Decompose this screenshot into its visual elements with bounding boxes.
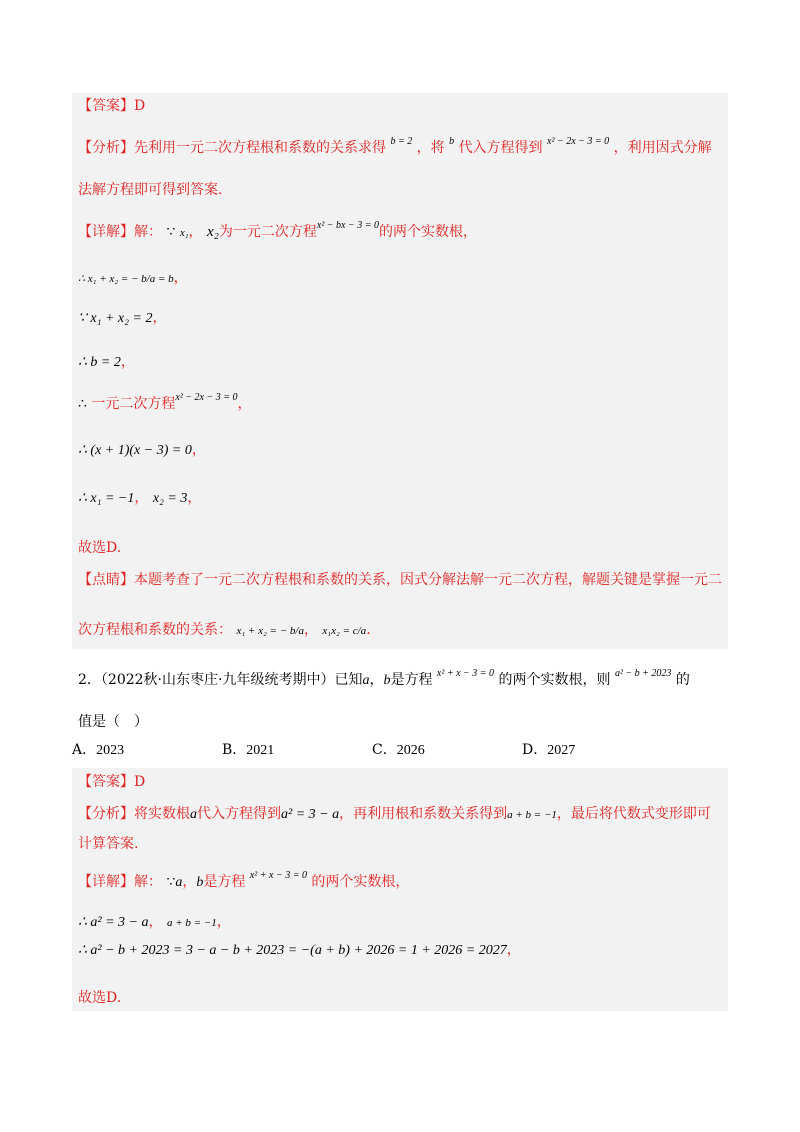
detail-line-1: 【详解】解： ∵ x₁， x₂为一元二次方程$^{x^2 - bx - 3 = 0}$的两个实数根，	[78, 220, 477, 240]
detail-label: 【详解】	[78, 874, 134, 890]
analysis-label: 【分析】	[78, 140, 134, 156]
analysis-line-2: 法解方程即可得到答案.	[78, 182, 223, 198]
formula: x² − bx − 3 = 0	[316, 220, 379, 231]
analysis-line-2: 计算答案.	[78, 836, 139, 852]
option-d[interactable]: D．2027	[522, 742, 576, 758]
step-line: ∴ (x + 1)(x − 3) = 0，	[78, 442, 206, 458]
answer-line-2	[78, 772, 145, 792]
step-line: ∴ x₁ + x₂ = − b/a = b，	[78, 270, 188, 286]
question-number: 2．	[78, 672, 101, 688]
option-b[interactable]: B．2021	[222, 742, 275, 758]
option-a[interactable]: A．2023	[72, 742, 125, 758]
answer-value: D	[134, 774, 146, 790]
formula: x² − 2x − 3 = 0	[547, 136, 610, 147]
step-line: ∴ x₁ = −1， x₂ = 3，	[78, 490, 202, 506]
detail-label: 【详解】	[78, 224, 134, 240]
comment-line-2: 次方程根和系数的关系： x₁ + x₂ = − b/a， x₁x₂ = c/a.	[78, 622, 371, 638]
detail-line-1: 【详解】解： ∵a，b是方程 $^{x^2 + x - 3 = 0}$ 的两个实数根，	[78, 870, 410, 890]
choose-line: 故选D.	[78, 540, 122, 556]
comment-line-1: 【点睛】本题考查了一元二次方程根和系数的关系，因式分解法解一元二次方程，解题关键是掌握一元二	[78, 572, 722, 588]
question-2-line-2: 值是（ ）	[78, 714, 148, 730]
formula: b = 2	[390, 136, 413, 147]
formula: b	[449, 136, 455, 147]
analysis-line-1: 【分析】将实数根a代入方程得到a² = 3 − a，再利用根和系数关系得到a + b = −1，最后将代数式变形即可	[78, 806, 711, 822]
question-2-line-1: 2．（2022秋·山东枣庄·九年级统考期中）已知a，b是方程 $^{x^2 + x - 3 = 0}$ 的两个实数根，则 $^{a^2 - b + 2023}$ 的	[78, 668, 690, 688]
step-line: ∴ b = 2，	[78, 354, 135, 370]
answer-line-1	[78, 96, 145, 116]
answer-value: D	[134, 98, 146, 114]
solution-block-1	[72, 93, 728, 649]
analysis-line-1: 【分析】先利用一元二次方程根和系数的关系求得 $^{b = 2}$ ，将 $^b$ 代入方程得到 $^{x^2 - 2x - 3 = 0}$ ，利用因式分解	[78, 136, 712, 156]
option-c[interactable]: C．2026	[372, 742, 425, 758]
answer-label: 【答案】	[78, 774, 134, 790]
question-source: （2022秋·山东枣庄·九年级统考期中）	[100, 672, 335, 688]
step-line: ∵ x₁ + x₂ = 2，	[78, 310, 167, 326]
step-line: ∴ a² − b + 2023 = 3 − a − b + 2023 = −(a + b) + 2026 = 1 + 2026 = 2027，	[78, 942, 521, 958]
comment-label: 【点睛】	[78, 572, 134, 588]
step-line: ∴ a² = 3 − a， a + b = −1，	[78, 914, 231, 930]
analysis-label: 【分析】	[78, 806, 134, 822]
answer-label: 【答案】	[78, 98, 134, 114]
choose-line: 故选D.	[78, 990, 122, 1006]
step-line: ∴ 一元二次方程$^{x^2 - 2x - 3 = 0}$，	[78, 392, 252, 412]
